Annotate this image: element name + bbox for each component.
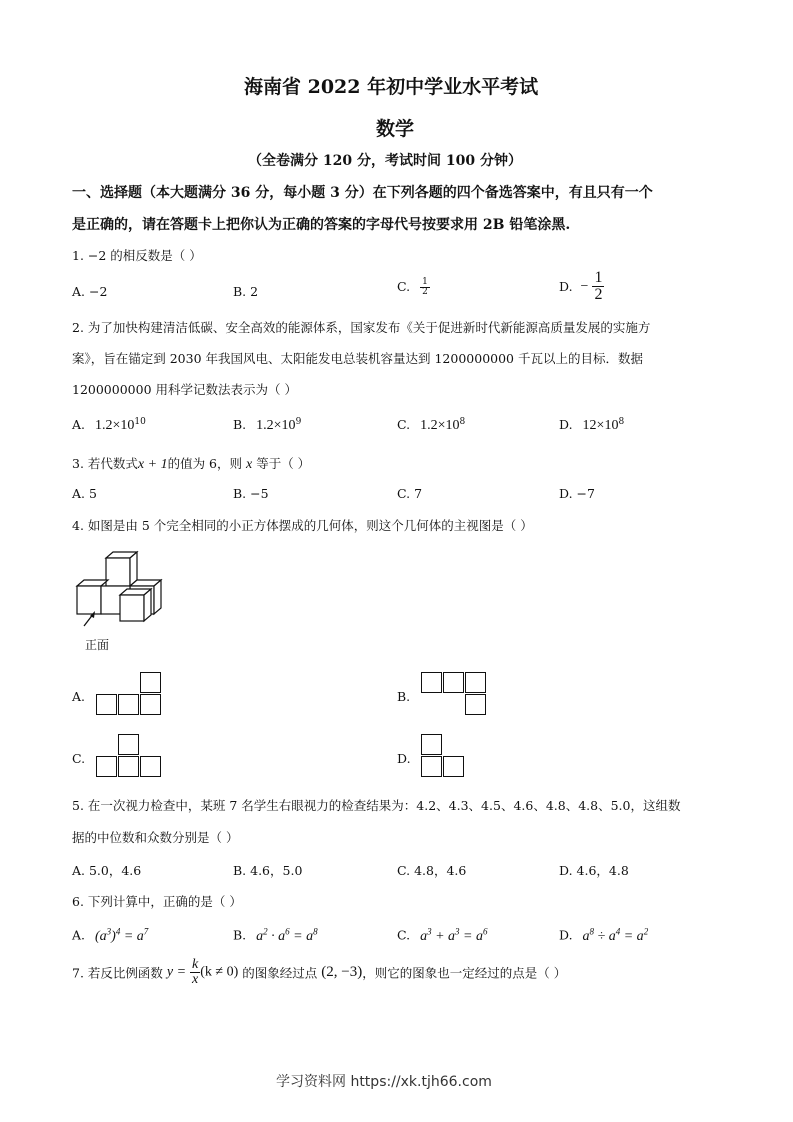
q6-b-label: B. xyxy=(233,927,247,943)
q3-stem-end: 等于（ ） xyxy=(256,456,311,471)
view-cell xyxy=(443,672,464,693)
q1-option-d-sign: − xyxy=(580,278,589,294)
view-cell xyxy=(96,756,117,777)
q1-stem: 1. −2 的相反数是（ ） xyxy=(72,248,202,263)
q4-option-b-label: B. xyxy=(397,689,411,704)
q5-stem-line2: 据的中位数和众数分别是（ ） xyxy=(72,830,239,845)
q1-c-numerator: 1 xyxy=(422,277,428,287)
q6-a-expression: $(a^3)^4 = a^7$ xyxy=(95,926,149,944)
q4-option-a-view xyxy=(96,672,166,718)
q3-option-d: D. −7 xyxy=(559,486,595,501)
view-cell xyxy=(118,734,139,755)
q3-stem-pre: 3. 若代数式 xyxy=(72,456,138,471)
q1-option-d xyxy=(559,270,604,303)
q1-option-d-label: D. xyxy=(559,279,573,294)
q7-numerator: k xyxy=(192,957,199,972)
view-cell xyxy=(465,694,486,715)
q1-option-c xyxy=(397,278,430,297)
q7-stem xyxy=(72,958,566,987)
q2-d-base: 12×10 xyxy=(582,418,619,434)
q2-c-exp: 8 xyxy=(459,417,466,427)
q7-y-equals: y = xyxy=(166,964,187,980)
q1-c-denominator: 2 xyxy=(422,287,428,297)
q2-b-base: 1.2×10 xyxy=(256,418,296,434)
q2-c-base: 1.2×10 xyxy=(420,418,460,434)
q4-option-b-view xyxy=(421,672,491,718)
q6-option-c xyxy=(397,926,487,945)
subject-title: 数学 xyxy=(376,118,415,140)
q5-option-a: A. 5.0，4.6 xyxy=(72,863,142,878)
section-heading-line1: 一、选择题（本大题满分 36 分，每小题 3 分）在下列各题的四个备选答案中，有且只有一个 xyxy=(72,185,653,201)
q4-option-a-label: A. xyxy=(72,689,86,704)
q7-denominator: x xyxy=(192,972,199,987)
view-cell xyxy=(96,694,117,715)
view-cell xyxy=(443,756,464,777)
q2-d-label: D. xyxy=(559,417,573,433)
q6-d-label: D. xyxy=(559,927,573,943)
q2-a-label: A. xyxy=(72,417,86,433)
q2-b-label: B. xyxy=(233,417,247,433)
q2-stem-line1: 2. 为了加快构建清洁低碳、安全高效的能源体系，国家发布《关于促进新时代新能源高质量发展的实施方 xyxy=(72,320,651,335)
exam-title: 海南省 2022 年初中学业水平考试 xyxy=(244,76,539,98)
q2-d-exp: 8 xyxy=(618,417,625,427)
q5-stem-line1: 5. 在一次视力检查中，某班 7 名学生右眼视力的检查结果为：4.2、4.3、4.5、4.6、4.8、4.8、5.0，这组数 xyxy=(72,798,681,813)
view-cell xyxy=(118,756,139,777)
q6-c-label: C. xyxy=(397,927,411,943)
q2-a-exp: 10 xyxy=(134,417,146,427)
q2-option-a xyxy=(72,417,146,434)
view-cell xyxy=(140,756,161,777)
q1-d-numerator: 1 xyxy=(594,269,603,286)
view-cell xyxy=(421,756,442,777)
exam-info: （全卷满分 120 分，考试时间 100 分钟） xyxy=(248,153,522,169)
q1-option-d-fraction xyxy=(592,270,604,303)
q3-expression: x + 1 xyxy=(137,457,168,472)
q1-option-a: A. −2 xyxy=(72,284,108,299)
q3-variable: x xyxy=(246,457,253,472)
q7-stem-post: ，则它的图象也一定经过的点是（ ） xyxy=(362,965,567,981)
q6-a-label: A. xyxy=(72,927,86,943)
q1-option-c-fraction xyxy=(420,278,430,297)
q2-b-exp: 9 xyxy=(295,417,302,427)
q4-option-c-view xyxy=(96,734,166,780)
q2-c-label: C. xyxy=(397,417,411,433)
q6-b-expression: $a^2 \cdot a^6 = a^8$ xyxy=(256,926,318,944)
q6-option-d xyxy=(559,926,648,945)
q6-d-expression: $a^8 \div a^4 = a^2$ xyxy=(582,926,649,944)
q7-stem-mid: 的图象经过点 xyxy=(242,965,318,981)
q2-a-base: 1.2×10 xyxy=(95,418,135,434)
q7-stem-pre: 7. 若反比例函数 xyxy=(72,965,163,981)
q3-option-b: B. −5 xyxy=(233,486,269,501)
q4-option-c-label: C. xyxy=(72,751,86,766)
view-cell xyxy=(465,672,486,693)
q6-option-a xyxy=(72,926,148,945)
q2-stem-line3: 1200000000 用科学记数法表示为（ ） xyxy=(72,382,297,397)
q5-option-b: B. 4.6，5.0 xyxy=(233,863,303,878)
q2-option-c xyxy=(397,417,465,434)
q4-stem: 4. 如图是由 5 个完全相同的小正方体摆成的几何体，则这个几何体的主视图是（ ） xyxy=(72,518,533,533)
q3-stem xyxy=(72,454,310,473)
view-cell xyxy=(140,672,161,693)
view-cell xyxy=(118,694,139,715)
q1-option-b: B. 2 xyxy=(233,284,259,299)
q4-option-d-view xyxy=(421,734,469,780)
footer-watermark: 学习资料网 https://xk.tjh66.com xyxy=(276,1074,492,1090)
q3-stem-post: 的值为 6，则 xyxy=(167,456,243,471)
view-cell xyxy=(140,694,161,715)
view-cell xyxy=(421,734,442,755)
q7-condition: (k ≠ 0) xyxy=(200,964,239,980)
section-heading-line2: 是正确的，请在答题卡上把你认为正确的答案的字母代号按要求用 2B 铅笔涂黑. xyxy=(72,217,571,233)
q6-c-expression: $a^3 + a^3 = a^6$ xyxy=(420,926,488,944)
q6-stem: 6. 下列计算中，正确的是（ ） xyxy=(72,894,242,909)
q2-stem-line2: 案》，旨在锚定到 2030 年我国风电、太阳能发电总装机容量达到 1200000000 千瓦以上的目标．数据 xyxy=(72,351,643,366)
q3-option-c: C. 7 xyxy=(397,486,423,501)
q4-option-d-label: D. xyxy=(397,751,411,766)
q1-option-c-label: C. xyxy=(397,279,411,294)
q2-option-b xyxy=(233,417,301,434)
q4-front-label: 正面 xyxy=(85,638,110,652)
q7-fraction xyxy=(190,958,200,987)
q1-d-denominator: 2 xyxy=(594,286,603,303)
view-cell xyxy=(421,672,442,693)
q5-option-c: C. 4.8，4.6 xyxy=(397,863,467,878)
q7-point: (2, −3) xyxy=(321,964,363,980)
q2-option-d xyxy=(559,417,624,434)
q3-option-a: A. 5 xyxy=(72,486,97,501)
q5-option-d: D. 4.6，4.8 xyxy=(559,863,629,878)
q6-option-b xyxy=(233,926,318,945)
